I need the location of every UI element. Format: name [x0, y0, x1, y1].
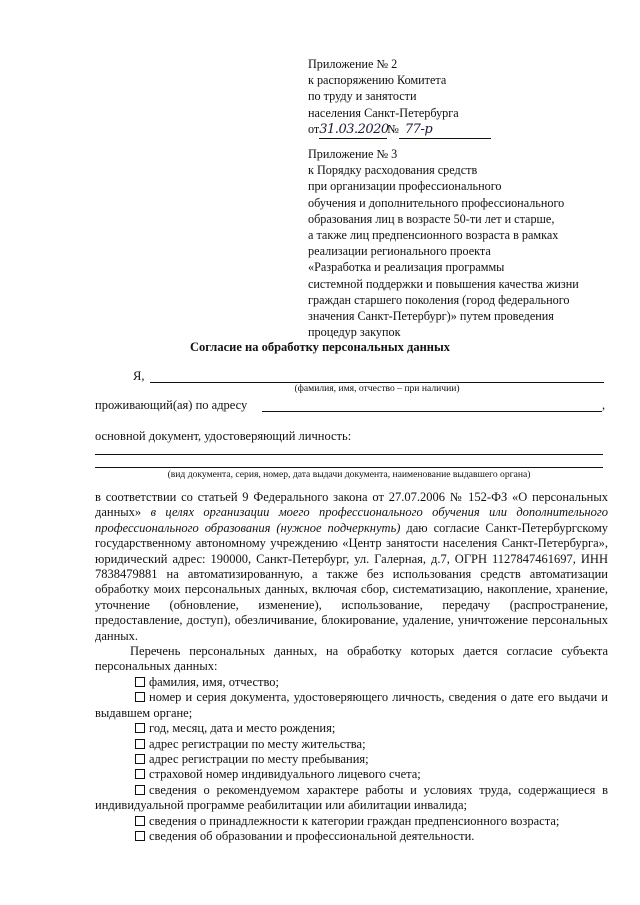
i-label: Я, — [133, 369, 145, 383]
appendix-3-line: к Порядку расходования средств — [308, 163, 478, 178]
data-list-item — [95, 737, 608, 752]
data-list-item — [95, 767, 608, 782]
document-input-line-2[interactable] — [95, 467, 603, 468]
data-list-item — [95, 721, 608, 736]
checkbox-icon[interactable] — [135, 769, 145, 779]
appendix-3-line: значения Санкт-Петербург)» путем проведения — [308, 309, 554, 324]
data-list-item — [95, 675, 608, 690]
data-list-item — [95, 829, 608, 844]
checkbox-icon[interactable] — [135, 816, 145, 826]
data-list-item-text: адрес регистрации по месту жительства; — [149, 736, 366, 751]
data-list-intro: Перечень персональных данных, на обработку которых дается согласие субъекта персональных данных: — [95, 644, 608, 674]
appendix-2-line: Приложение № 2 — [308, 57, 398, 71]
appendix-2-header — [308, 56, 618, 139]
appendix-2-line: по труду и занятости — [308, 89, 417, 104]
address-input-line[interactable] — [262, 411, 602, 412]
data-list-item-text: сведения об образовании и профессиональной деятельности. — [149, 828, 475, 843]
data-list-item — [95, 814, 608, 829]
document-title: Согласие на обработку персональных данных — [189, 340, 450, 354]
appendix-3-line: процедур закупок — [308, 325, 401, 340]
consent-purpose-italic: в целях организации моего профессионального обучения или дополнительного профессионального образования (нужное подчеркнуть) — [95, 505, 609, 535]
data-list-item-text: страховой номер индивидуального лицевого счета; — [149, 767, 421, 782]
address-comma: , — [602, 398, 606, 412]
data-list-item-text: сведения о рекомендуемом характере работы и условиях труда, содержащиеся в индивидуальной программе реабилитации или абилитации инвалида; — [95, 782, 608, 813]
address-label: проживающий(ая) по адресу — [95, 398, 248, 412]
date-field — [319, 121, 387, 139]
handwritten-date: 31.03.2020 — [319, 121, 389, 137]
checkbox-icon[interactable] — [135, 739, 145, 749]
data-list-item — [95, 752, 608, 767]
checkbox-icon[interactable] — [135, 677, 145, 687]
date-prefix: от — [308, 121, 320, 136]
appendix-3-line: Приложение № 3 — [308, 147, 398, 161]
appendix-3-line: системной поддержки и повышения качества жизни — [308, 276, 579, 291]
appendix-3-line: «Разработка и реализация программы — [308, 260, 505, 275]
appendix-3-line: реализации регионального проекта — [308, 244, 491, 259]
checkbox-icon[interactable] — [135, 785, 145, 795]
data-list-item-text: сведения о принадлежности к категории граждан предпенсионного возраста; — [149, 813, 560, 828]
checkbox-icon[interactable] — [135, 831, 145, 841]
fio-caption: (фамилия, имя, отчество – при наличии) — [294, 383, 460, 394]
appendix-2-line: населения Санкт-Петербурга — [308, 105, 459, 120]
number-sign: № — [387, 121, 399, 136]
data-list-item-text: адрес регистрации по месту пребывания; — [149, 751, 369, 766]
appendix-3-line: образования лиц в возрасте 50-ти лет и старше, — [308, 211, 555, 226]
document-input-line-1[interactable] — [95, 454, 603, 455]
data-list-item — [95, 690, 608, 721]
appendix-2-date-line — [308, 121, 618, 139]
checkbox-icon[interactable] — [135, 723, 145, 733]
data-list-item-text: год, месяц, дата и место рождения; — [149, 721, 336, 736]
consent-text-start: в соответствии со статьей 9 Федерального закона от 27.07.2006 № 152-ФЗ «О персональных данных» — [95, 490, 608, 520]
checkbox-icon[interactable] — [135, 754, 145, 764]
consent-body — [95, 490, 608, 844]
document-caption: (вид документа, серия, номер, дата выдачи документа, наименование выдавшего органа) — [167, 469, 531, 480]
data-list-item — [95, 783, 608, 814]
appendix-3-line: а также лиц предпенсионного возраста в рамках — [308, 228, 559, 243]
data-list-item-text: номер и серия документа, удостоверяющего личность, сведения о дате его выдачи и выдавшем органе; — [95, 690, 608, 720]
checkbox-icon[interactable] — [135, 692, 145, 702]
data-list-item-text: фамилия, имя, отчество; — [149, 674, 280, 689]
document-label: основной документ, удостоверяющий личность: — [95, 429, 352, 443]
appendix-3-header — [308, 146, 618, 340]
handwritten-number: 77-р — [404, 121, 433, 137]
appendix-2-line: к распоряжению Комитета — [308, 73, 447, 88]
number-field — [399, 121, 491, 139]
consent-text-end: даю согласие Санкт-Петербургскому государственному автономному учреждению «Центр занятости населения Санкт-Петербурга», юридический адрес: 190000, Санкт-Петербург, ул. Галерная, д.7, ОГРН 1127847461697, ИНН 7838479881 на автоматизированную, а также без использования средств автоматизации обработку моих персональных данных, включая сбор, систематизацию, накопление, хранение, уточнение (обновление, изменение), использование, передачу (распространение, предоставление, доступ), обезличивание, блокирование, удаление, уничтожение персональных данных. — [95, 520, 608, 643]
appendix-3-line: граждан старшего поколения (город федерального — [308, 292, 570, 307]
consent-paragraph — [95, 490, 608, 644]
appendix-3-line: обучения и дополнительного профессионального — [308, 195, 565, 210]
appendix-3-line: при организации профессионального — [308, 179, 502, 194]
